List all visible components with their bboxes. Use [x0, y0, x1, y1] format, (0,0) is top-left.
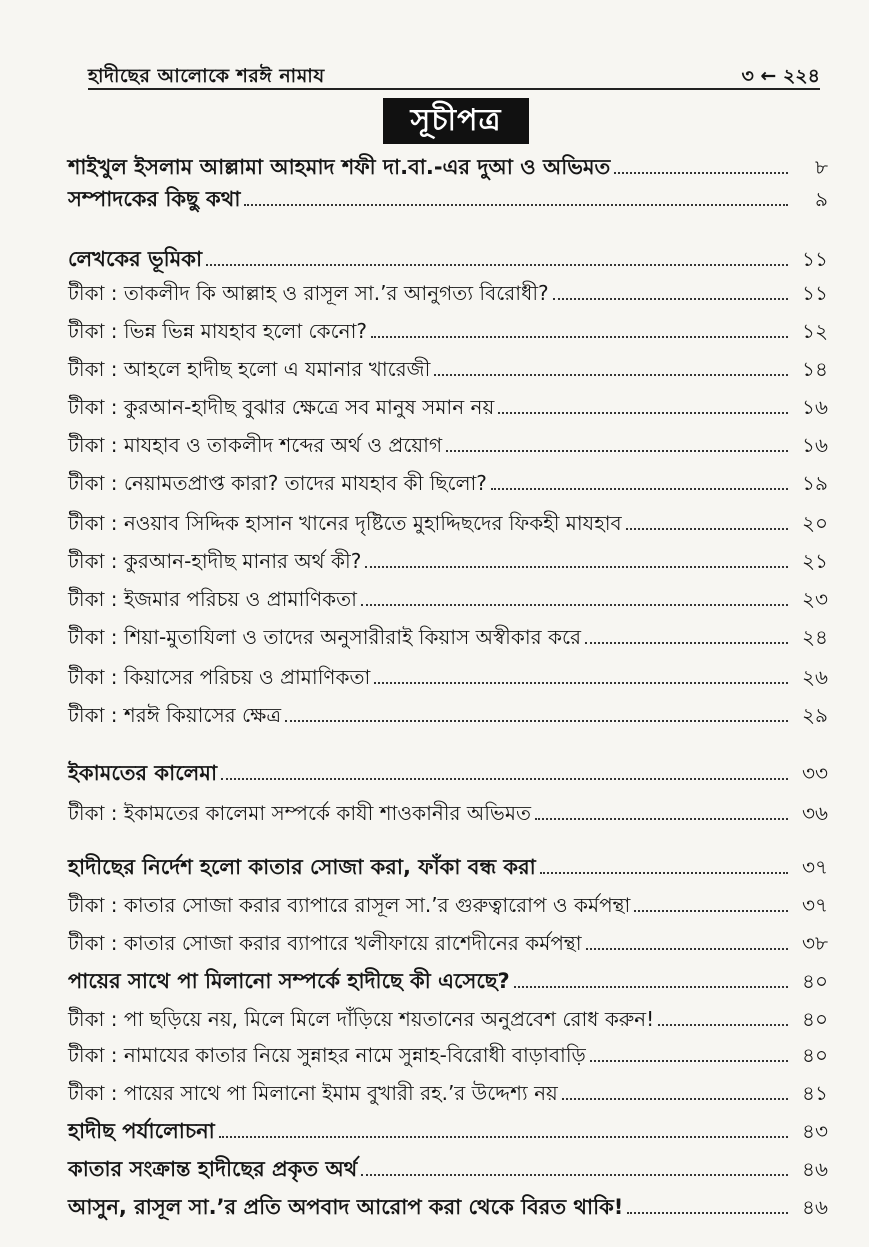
toc-entry-title: টীকা : শরঈ কিয়াসের ক্ষেত্র	[68, 703, 282, 727]
toc-entry	[68, 658, 828, 690]
toc-entry-title: আসুন, রাসূল সা.’র প্রতি অপবাদ আরোপ করা থেকে বিরত থাকি!	[68, 1195, 624, 1219]
toc-entry-page: ২৪	[802, 625, 828, 649]
toc-entry-page: ৩৭	[801, 893, 828, 917]
toc-entry-page: ২০	[801, 511, 828, 535]
toc-entry-title: কাতার সংক্রান্ত হাদীছের প্রকৃত অর্থ	[68, 1157, 358, 1181]
toc-entry-title: টীকা : ভিন্ন ভিন্ন মাযহাব হলো কেনো?	[68, 319, 367, 343]
toc-entry	[68, 180, 828, 212]
running-header	[88, 62, 820, 90]
toc-entry-title: টীকা : ইকামতের কালেমা সম্পর্কে কাযী শাওকানীর অভিমত	[68, 801, 531, 825]
dot-leader	[365, 566, 788, 568]
toc-entry	[68, 464, 828, 496]
dot-leader	[586, 948, 788, 950]
toc-entry-page: ৩৭	[801, 855, 828, 879]
dot-leader	[585, 642, 788, 644]
toc-entry	[68, 924, 828, 956]
toc-entry	[68, 1150, 828, 1182]
toc-entry-title: টীকা : আহলে হাদীছ হলো এ যমানার খারেজী	[68, 357, 431, 381]
toc-entry	[68, 274, 828, 306]
dot-leader	[371, 336, 788, 338]
toc-title	[383, 98, 529, 144]
dot-leader	[219, 1136, 788, 1138]
toc-entry-page: ২৬	[801, 665, 828, 689]
toc-entry	[68, 618, 828, 650]
toc-entry	[68, 240, 828, 272]
toc-entry-title: হাদীছের নির্দেশ হলো কাতার সোজা করা, ফাঁকা বন্ধ করা	[68, 855, 536, 879]
toc-entry	[68, 962, 828, 994]
toc-entry-title: টীকা : নওয়াব সিদ্দিক হাসান খানের দৃষ্টিতে মুহাদ্দিছদের ফিকহী মাযহাব	[68, 511, 622, 535]
toc-entry-page: ২৯	[802, 703, 828, 727]
dot-leader	[614, 172, 788, 174]
toc-entry-title: লেখকের ভূমিকা	[68, 247, 203, 271]
toc-entry-title: টীকা : ইজমার পরিচয় ও প্রামাণিকতা	[68, 587, 357, 611]
toc-entry	[68, 1074, 828, 1106]
toc-entry-title: টীকা : কুরআন-হাদীছ বুঝার ক্ষেত্রে সব মানুষ সমান নয়	[68, 395, 495, 419]
toc-entry-page: ৯	[815, 187, 828, 211]
toc-entry	[68, 148, 828, 180]
toc-entry-page: ১৪	[802, 357, 828, 381]
toc-entry	[68, 350, 828, 382]
toc-entry-page: ৪৬	[802, 1195, 828, 1219]
toc-entry-page: ৩৬	[801, 801, 828, 825]
dot-leader	[562, 1098, 788, 1100]
toc-entry-title: টীকা : শিয়া-মুতাযিলা ও তাদের অনুসারীরাই কিয়াস অস্বীকার করে	[68, 625, 582, 649]
toc-entry-page: ৮	[815, 155, 828, 179]
dot-leader	[627, 1212, 788, 1214]
toc-entry-page: ৪০	[802, 1007, 828, 1031]
toc-entry-page: ১৬	[802, 433, 828, 457]
toc-entry-title: সম্পাদকের কিছু কথা	[68, 187, 241, 211]
toc-entry-page: ২১	[802, 549, 828, 573]
toc-entry-title: টীকা : নেয়ামতপ্রাপ্ত কারা? তাদের মাযহাব কী ছিলো?	[68, 471, 487, 495]
toc-entry-title: টীকা : মাযহাব ও তাকলীদ শব্দের অর্থ ও প্রয়োগ	[68, 433, 443, 457]
toc-entry-title: টীকা : পায়ের সাথে পা মিলানো ইমাম বুখারী রহ.’র উদ্দেশ্য নয়	[68, 1081, 558, 1105]
toc-entry	[68, 848, 828, 880]
toc-entry-title: টীকা : কিয়াসের পরিচয় ও প্রামাণিকতা	[68, 665, 371, 689]
toc-entry-title: টীকা : কাতার সোজা করার ব্যাপারে খলীফায়ে রাশেদীনের কর্মপন্থা	[68, 931, 582, 955]
dot-leader	[361, 1174, 788, 1176]
toc-entry-page: ৪৩	[802, 1119, 828, 1143]
toc-entry	[68, 1036, 828, 1068]
toc-entry-page: ৪৬	[802, 1157, 828, 1181]
toc-entry	[68, 1000, 828, 1032]
toc-entry-title: শাইখুল ইসলাম আল্লামা আহমাদ শফী দা.বা.-এর দুআ ও অভিমত	[68, 155, 611, 179]
toc-entry-title: ইকামতের কালেমা	[68, 761, 218, 785]
toc-entry	[68, 1188, 828, 1220]
toc-entry	[68, 696, 828, 728]
dot-leader	[498, 412, 788, 414]
toc-entry	[68, 754, 828, 786]
toc-entry-page: ১১	[802, 281, 828, 305]
dot-leader	[374, 682, 788, 684]
dot-leader	[514, 986, 788, 988]
book-title: হাদীছের আলোকে শরঈ নামায	[88, 65, 325, 87]
toc-entry-title: হাদীছ পর্যালোচনা	[68, 1119, 215, 1143]
dot-leader	[206, 264, 788, 266]
toc-entry-title: টীকা : তাকলীদ কি আল্লাহ ও রাসূল সা.’র আনুগত্য বিরোধী?	[68, 281, 549, 305]
toc-entry	[68, 388, 828, 420]
toc-entry-page: ২৩	[801, 587, 828, 611]
dot-leader	[658, 1024, 788, 1026]
dot-leader	[634, 910, 788, 912]
toc-entry	[68, 794, 828, 826]
dot-leader	[361, 604, 788, 606]
toc-entry-title: টীকা : কাতার সোজা করার ব্যাপারে রাসূল সা.’র গুরুত্বারোপ ও কর্মপন্থা	[68, 893, 631, 917]
dot-leader	[244, 204, 788, 206]
toc-entry-page: ৩৮	[802, 931, 828, 955]
toc-entry-page: ৪০	[802, 969, 828, 993]
toc-entry-page: ৩৩	[801, 761, 828, 785]
toc-entry	[68, 1112, 828, 1144]
dot-leader	[285, 720, 788, 722]
toc-entry-page: ১৯	[802, 471, 828, 495]
toc-entry-page: ১১	[802, 247, 828, 271]
toc-entry-page: ১২	[802, 319, 828, 343]
toc-entry	[68, 580, 828, 612]
dot-leader	[590, 1060, 788, 1062]
toc-entry-title: টীকা : কুরআন-হাদীছ মানার অর্থ কী?	[68, 549, 362, 573]
toc-entry	[68, 312, 828, 344]
header-page-number: ৩ ← ২২৪	[741, 65, 820, 87]
toc-entry-page: ৪১	[802, 1081, 828, 1105]
toc-entry-title: পায়ের সাথে পা মিলানো সম্পর্কে হাদীছে কী এসেছে?	[68, 969, 510, 993]
dot-leader	[491, 488, 788, 490]
dot-leader	[540, 872, 788, 874]
toc-entry	[68, 542, 828, 574]
toc-entry	[68, 504, 828, 536]
dot-leader	[553, 298, 788, 300]
dot-leader	[535, 818, 788, 820]
toc-entry-title: টীকা : নামাযের কাতার নিয়ে সুন্নাহর নামে সুন্নাহ-বিরোধী বাড়াবাড়ি	[68, 1043, 586, 1067]
toc-entry	[68, 426, 828, 458]
toc-entry	[68, 886, 828, 918]
dot-leader	[221, 778, 788, 780]
toc-entry-title: টীকা : পা ছড়িয়ে নয়, মিলে মিলে দাঁড়িয়ে শয়তানের অনুপ্রবেশ রোধ করুন!	[68, 1007, 655, 1031]
toc-entry-page: ১৬	[802, 395, 828, 419]
dot-leader	[626, 528, 788, 530]
toc-entry-page: ৪০	[802, 1043, 828, 1067]
toc-title-text: সূচীপত্র	[410, 102, 502, 138]
dot-leader	[434, 374, 788, 376]
dot-leader	[446, 450, 788, 452]
